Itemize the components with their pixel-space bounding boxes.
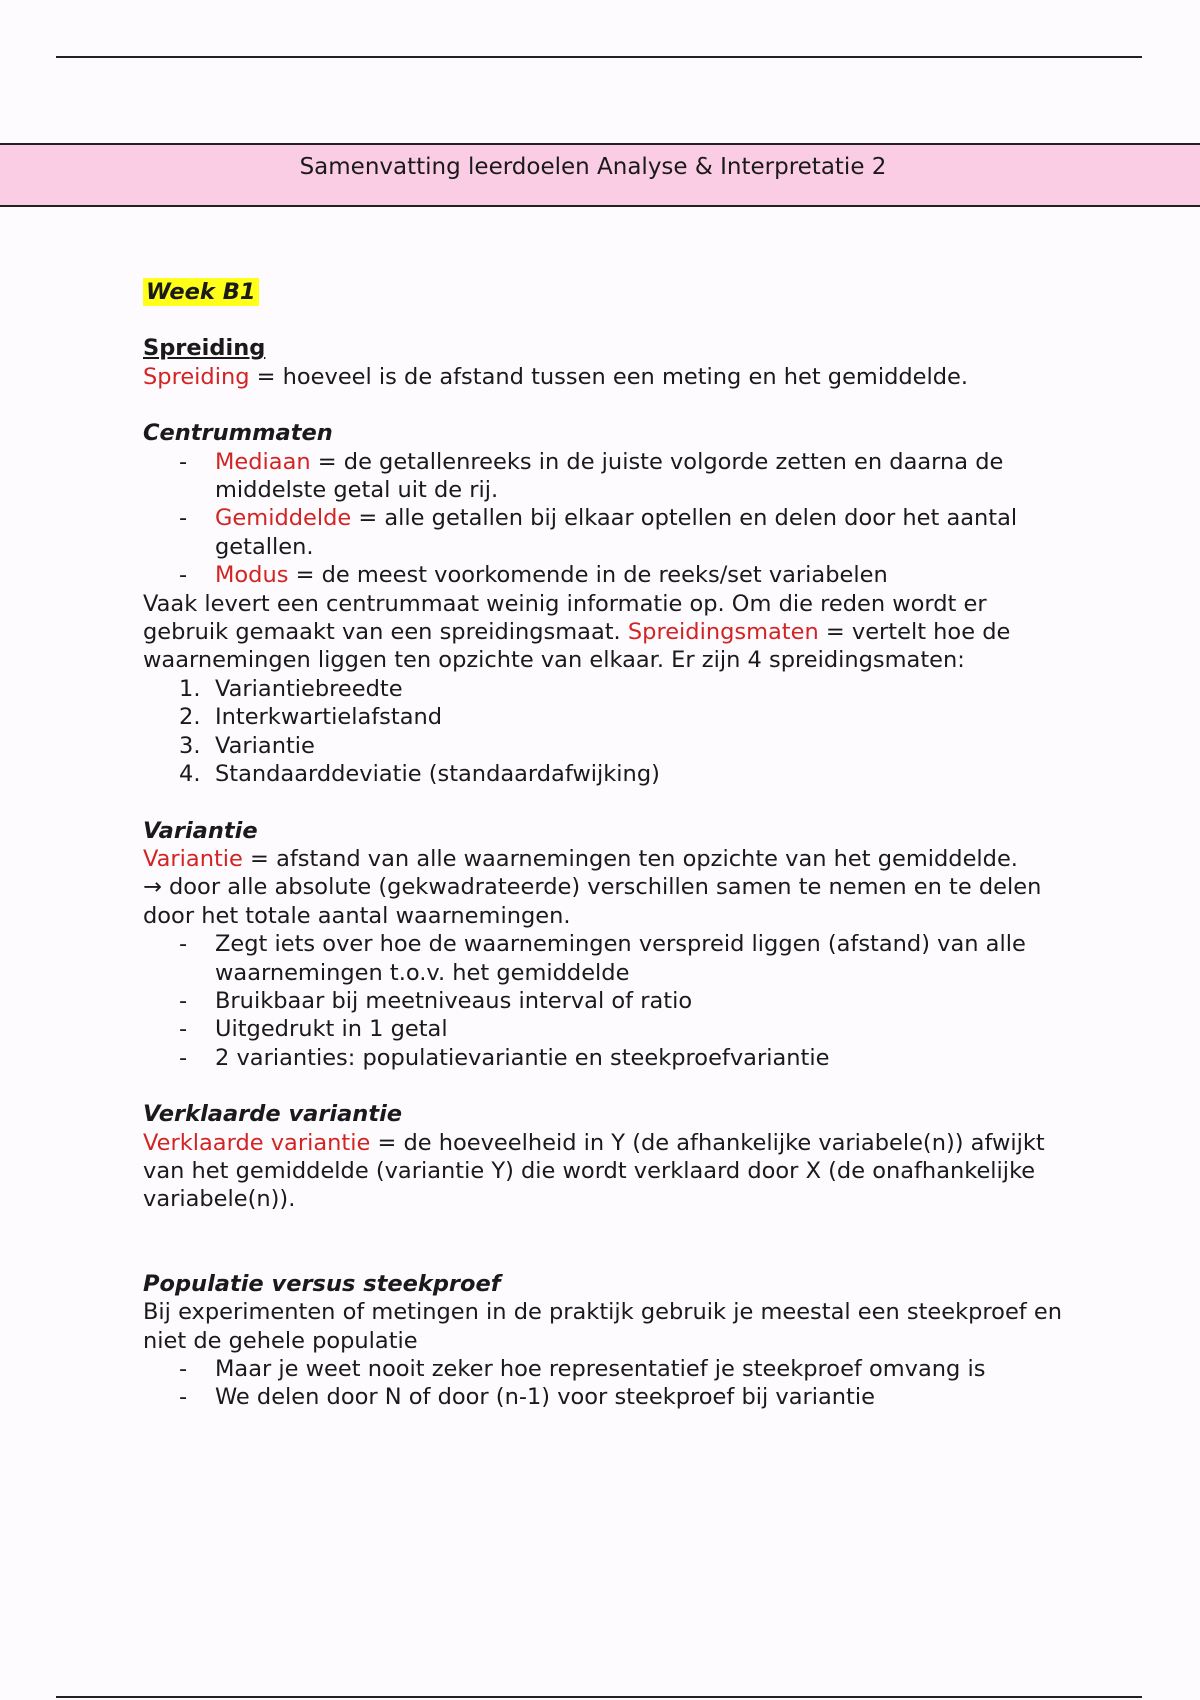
spreiding-term: Spreiding bbox=[143, 363, 250, 390]
document-title: Samenvatting leerdoelen Analyse & Interpretatie 2 bbox=[299, 154, 887, 180]
list-item: - 2 varianties: populatievariantie en steekproefvariantie bbox=[179, 1044, 830, 1071]
verklaarde-variantie-definition: Verklaarde variantie = de hoeveelheid in Y (de afhankelijke variabele(n)) afwijkt van het gemiddelde (variantie Y) die wordt verklaard door X (de onafhankelijke variabele(n)). bbox=[143, 1129, 1045, 1213]
variantie-term: Variantie bbox=[143, 845, 243, 872]
spreidingsmaten-paragraph: Vaak levert een centrummaat weinig informatie op. Om die reden wordt er gebruik gemaakt van een spreidingsmaat. Spreidingsmaten = vertelt hoe de waarnemingen liggen ten opzichte van elkaar. Er zijn 4 spreidingsmaten: bbox=[143, 590, 1011, 674]
list-item: - Maar je weet nooit zeker hoe representatief je steekproef omvang is bbox=[179, 1356, 986, 1382]
list-item: 2. Interkwartielafstand bbox=[179, 704, 443, 731]
centrummaten-heading: Centrummaten bbox=[143, 420, 333, 447]
variantie-arrow-line: → door alle absolute (gekwadrateerde) verschillen samen te nemen en te delen door het totale aantal waarnemingen. bbox=[143, 874, 1042, 929]
title-band bbox=[0, 143, 1200, 207]
document-body bbox=[143, 278, 1063, 1412]
spreiding-heading: Spreiding bbox=[143, 335, 266, 362]
variantie-definition: Variantie = afstand van alle waarnemingen ten opzichte van het gemiddelde. bbox=[143, 845, 1018, 872]
centrummaten-list bbox=[143, 448, 1063, 590]
list-item: - Uitgedrukt in 1 getal bbox=[179, 1016, 448, 1043]
populatie-heading: Populatie versus steekproef bbox=[143, 1270, 501, 1297]
list-item: - Mediaan = de getallenreeks in de juiste volgorde zetten en daarna de middelste getal uit de rij. bbox=[179, 448, 1004, 504]
verklaarde-variantie-term: Verklaarde variantie bbox=[143, 1129, 371, 1156]
list-item: - Zegt iets over hoe de waarnemingen verspreid liggen (afstand) van alle waarnemingen t.o.v. het gemiddelde bbox=[179, 931, 1026, 986]
list-item: 1. Variantiebreedte bbox=[179, 675, 403, 702]
list-item: 4. Standaarddeviatie (standaardafwijking) bbox=[179, 761, 660, 788]
list-item: - Gemiddelde = alle getallen bij elkaar optellen en delen door het aantal getallen. bbox=[179, 505, 1018, 560]
spreidingsmaten-list bbox=[143, 675, 1063, 789]
bottom-rule bbox=[56, 1696, 1142, 1698]
modus-term: Modus bbox=[215, 562, 289, 589]
spreiding-definition: Spreiding = hoeveel is de afstand tussen een meting en het gemiddelde. bbox=[143, 363, 969, 390]
variantie-heading: Variantie bbox=[143, 817, 258, 844]
verklaarde-variantie-heading: Verklaarde variantie bbox=[143, 1101, 403, 1128]
mediaan-term: Mediaan bbox=[215, 448, 311, 475]
list-item: - Bruikbaar bij meetniveaus interval of ratio bbox=[179, 987, 693, 1014]
populatie-list bbox=[143, 1355, 1063, 1412]
top-rule bbox=[56, 56, 1142, 58]
populatie-text: Bij experimenten of metingen in de praktijk gebruik je meestal een steekproef en niet de gehele populatie bbox=[143, 1299, 1062, 1354]
variantie-list bbox=[143, 930, 1063, 1072]
list-item: - Modus = de meest voorkomende in de reeks/set variabelen bbox=[179, 562, 888, 589]
spreidingsmaten-term: Spreidingsmaten bbox=[627, 619, 819, 646]
gemiddelde-term: Gemiddelde bbox=[215, 505, 352, 532]
week-label: Week B1 bbox=[143, 278, 259, 306]
list-item: 3. Variantie bbox=[179, 732, 315, 759]
list-item: - We delen door N of door (n-1) voor steekproef bij variantie bbox=[179, 1384, 875, 1411]
